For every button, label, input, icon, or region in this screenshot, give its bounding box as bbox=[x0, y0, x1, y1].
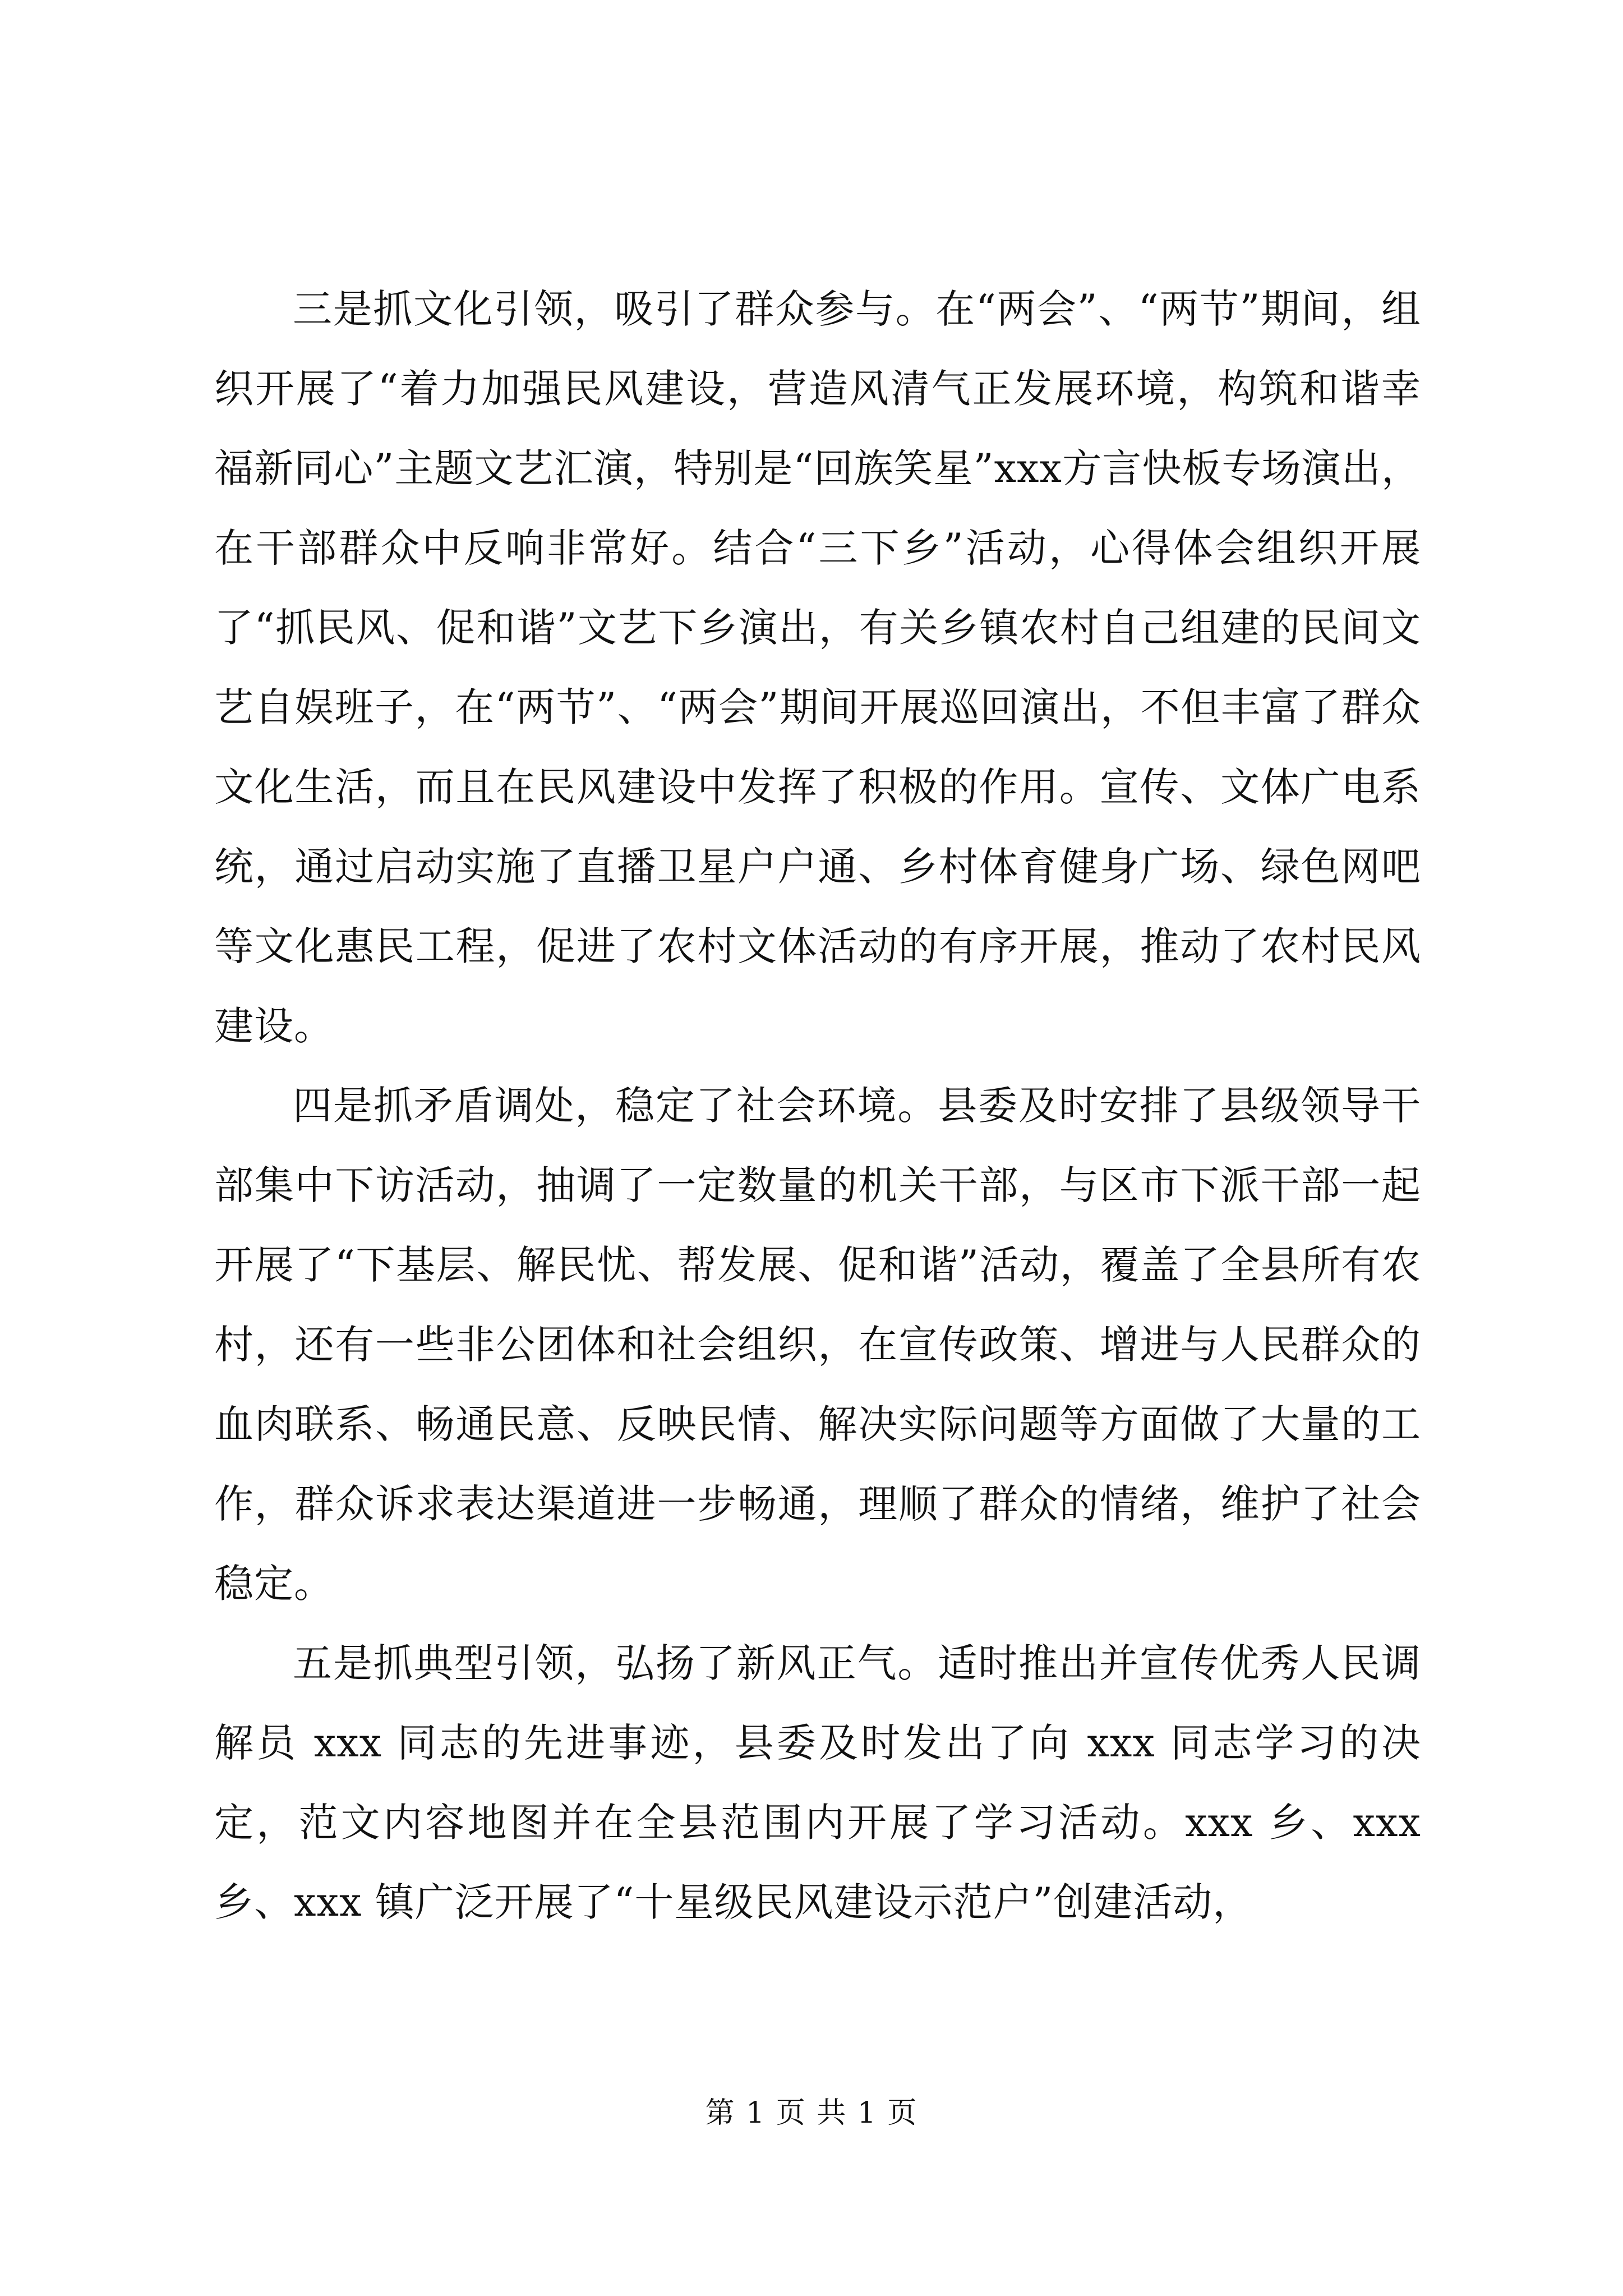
paragraph-conflict-mediation: 四是抓矛盾调处，稳定了社会环境。县委及时安排了县级领导干部集中下访活动，抽调了一定数量的机关干部，与区市下派干部一起开展了“下基层、解民忧、帮发展、促和谐”活动，覆盖了全县所有农村，还有一些非公团体和社会组织，在宣传政策、增进与人民群众的血肉联系、畅通民意、反映民情、解决实际问题等方面做了大量的工作，群众诉求表达渠道进一步畅通，理顺了群众的情绪，维护了社会稳定。 bbox=[214, 1083, 1421, 1607]
document-body bbox=[214, 269, 1421, 1942]
page-number-footer: 第 1 页 共 1 页 bbox=[705, 2096, 918, 2130]
paragraph-role-models: 五是抓典型引领，弘扬了新风正气。适时推出并宣传优秀人民调解员 xxx 同志的先进事迹，县委及时发出了向 xxx 同志学习的决定，范文内容地图并在全县范围内开展了学习活动。xxx 乡、xxx 乡、xxx 镇广泛开展了“十星级民风建设示范户”创建活动， bbox=[214, 1640, 1421, 1925]
paragraph-culture: 三是抓文化引领，吸引了群众参与。在“两会”、“两节”期间，组织开展了“着力加强民风建设，营造风清气正发展环境，构筑和谐幸福新同心”主题文艺汇演，特别是“回族笑星”xxx方言快板专场演出，在干部群众中反响非常好。结合“三下乡”活动，心得体会组织开展了“抓民风、促和谐”文艺下乡演出，有关乡镇农村自己组建的民间文艺自娱班子，在“两节”、“两会”期间开展巡回演出，不但丰富了群众文化生活，而且在民风建设中发挥了积极的作用。宣传、文体广电系统，通过启动实施了直播卫星户户通、乡村体育健身广场、绿色网吧等文化惠民工程，促进了农村文体活动的有序开展，推动了农村民风建设。 bbox=[214, 286, 1421, 1049]
